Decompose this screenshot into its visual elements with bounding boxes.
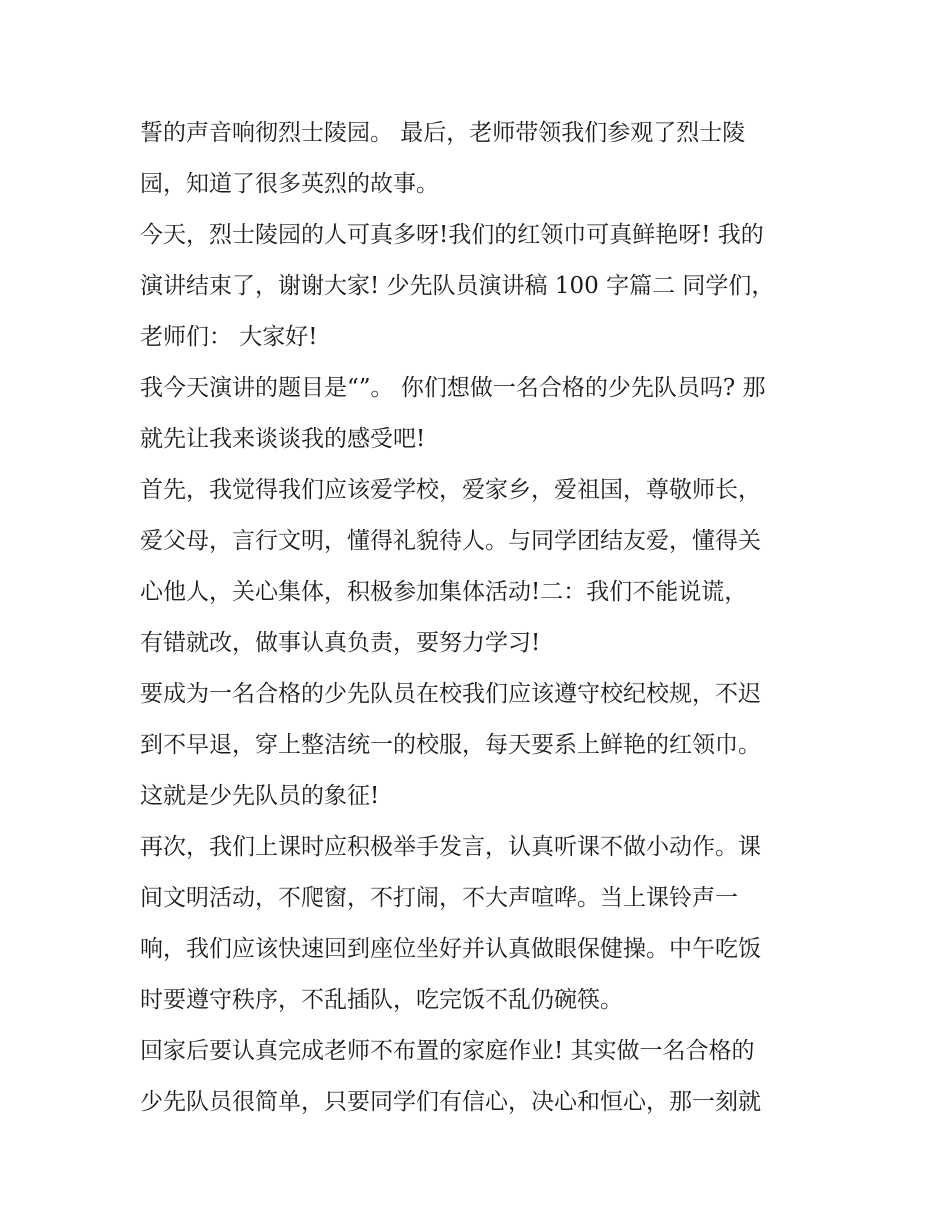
text-line: 时要遵守秩序，不乱插队，吃完饭不乱仍碗筷。 [140, 987, 623, 1013]
text-line: 有错就改，做事认真负责，要努力学习! [140, 630, 541, 656]
text-line: 演讲结束了，谢谢大家! 少先队员演讲稿 100 字篇二 同学们， [140, 273, 775, 299]
document-body [140, 108, 820, 1128]
text-line: 少先队员很简单，只要同学们有信心，决心和恒心，那一刻就 [140, 1089, 761, 1115]
text-line: 到不早退，穿上整洁统一的校服，每天要系上鲜艳的红领巾。 [140, 732, 761, 758]
text-line: 响，我们应该快速回到座位坐好并认真做眼保健操。中午吃饭 [140, 936, 761, 962]
text-line: 回家后要认真完成老师不布置的家庭作业! 其实做一名合格的 [140, 1038, 755, 1064]
text-line: 要成为一名合格的少先队员在校我们应该遵守校纪校规，不迟 [140, 681, 761, 707]
text-line: 爱父母，言行文明，懂得礼貌待人。与同学团结友爱，懂得关 [140, 528, 761, 554]
text-line: 就先让我来谈谈我的感受吧! [140, 426, 426, 452]
text-line: 今天，烈士陵园的人可真多呀!我们的红领巾可真鲜艳呀! 我的 [140, 222, 764, 248]
text-line: 再次，我们上课时应积极举手发言，认真听课不做小动作。课 [140, 834, 761, 860]
text-line: 我今天演讲的题目是“”。 你们想做一名合格的少先队员吗? 那 [140, 375, 766, 401]
text-line: 心他人，关心集体，积极参加集体活动!二：我们不能说谎， [140, 579, 748, 605]
text-line: 园，知道了很多英烈的故事。 [140, 171, 439, 197]
text-line: 间文明活动，不爬窗，不打闹，不大声喧哗。当上课铃声一 [140, 885, 738, 911]
text-line: 誓的声音响彻烈士陵园。 最后，老师带领我们参观了烈士陵 [140, 120, 746, 146]
text-line: 首先，我觉得我们应该爱学校，爱家乡，爱祖国，尊敬师长， [140, 477, 761, 503]
text-line: 老师们： 大家好! [140, 324, 318, 350]
text-line: 这就是少先队员的象征! [140, 783, 380, 809]
